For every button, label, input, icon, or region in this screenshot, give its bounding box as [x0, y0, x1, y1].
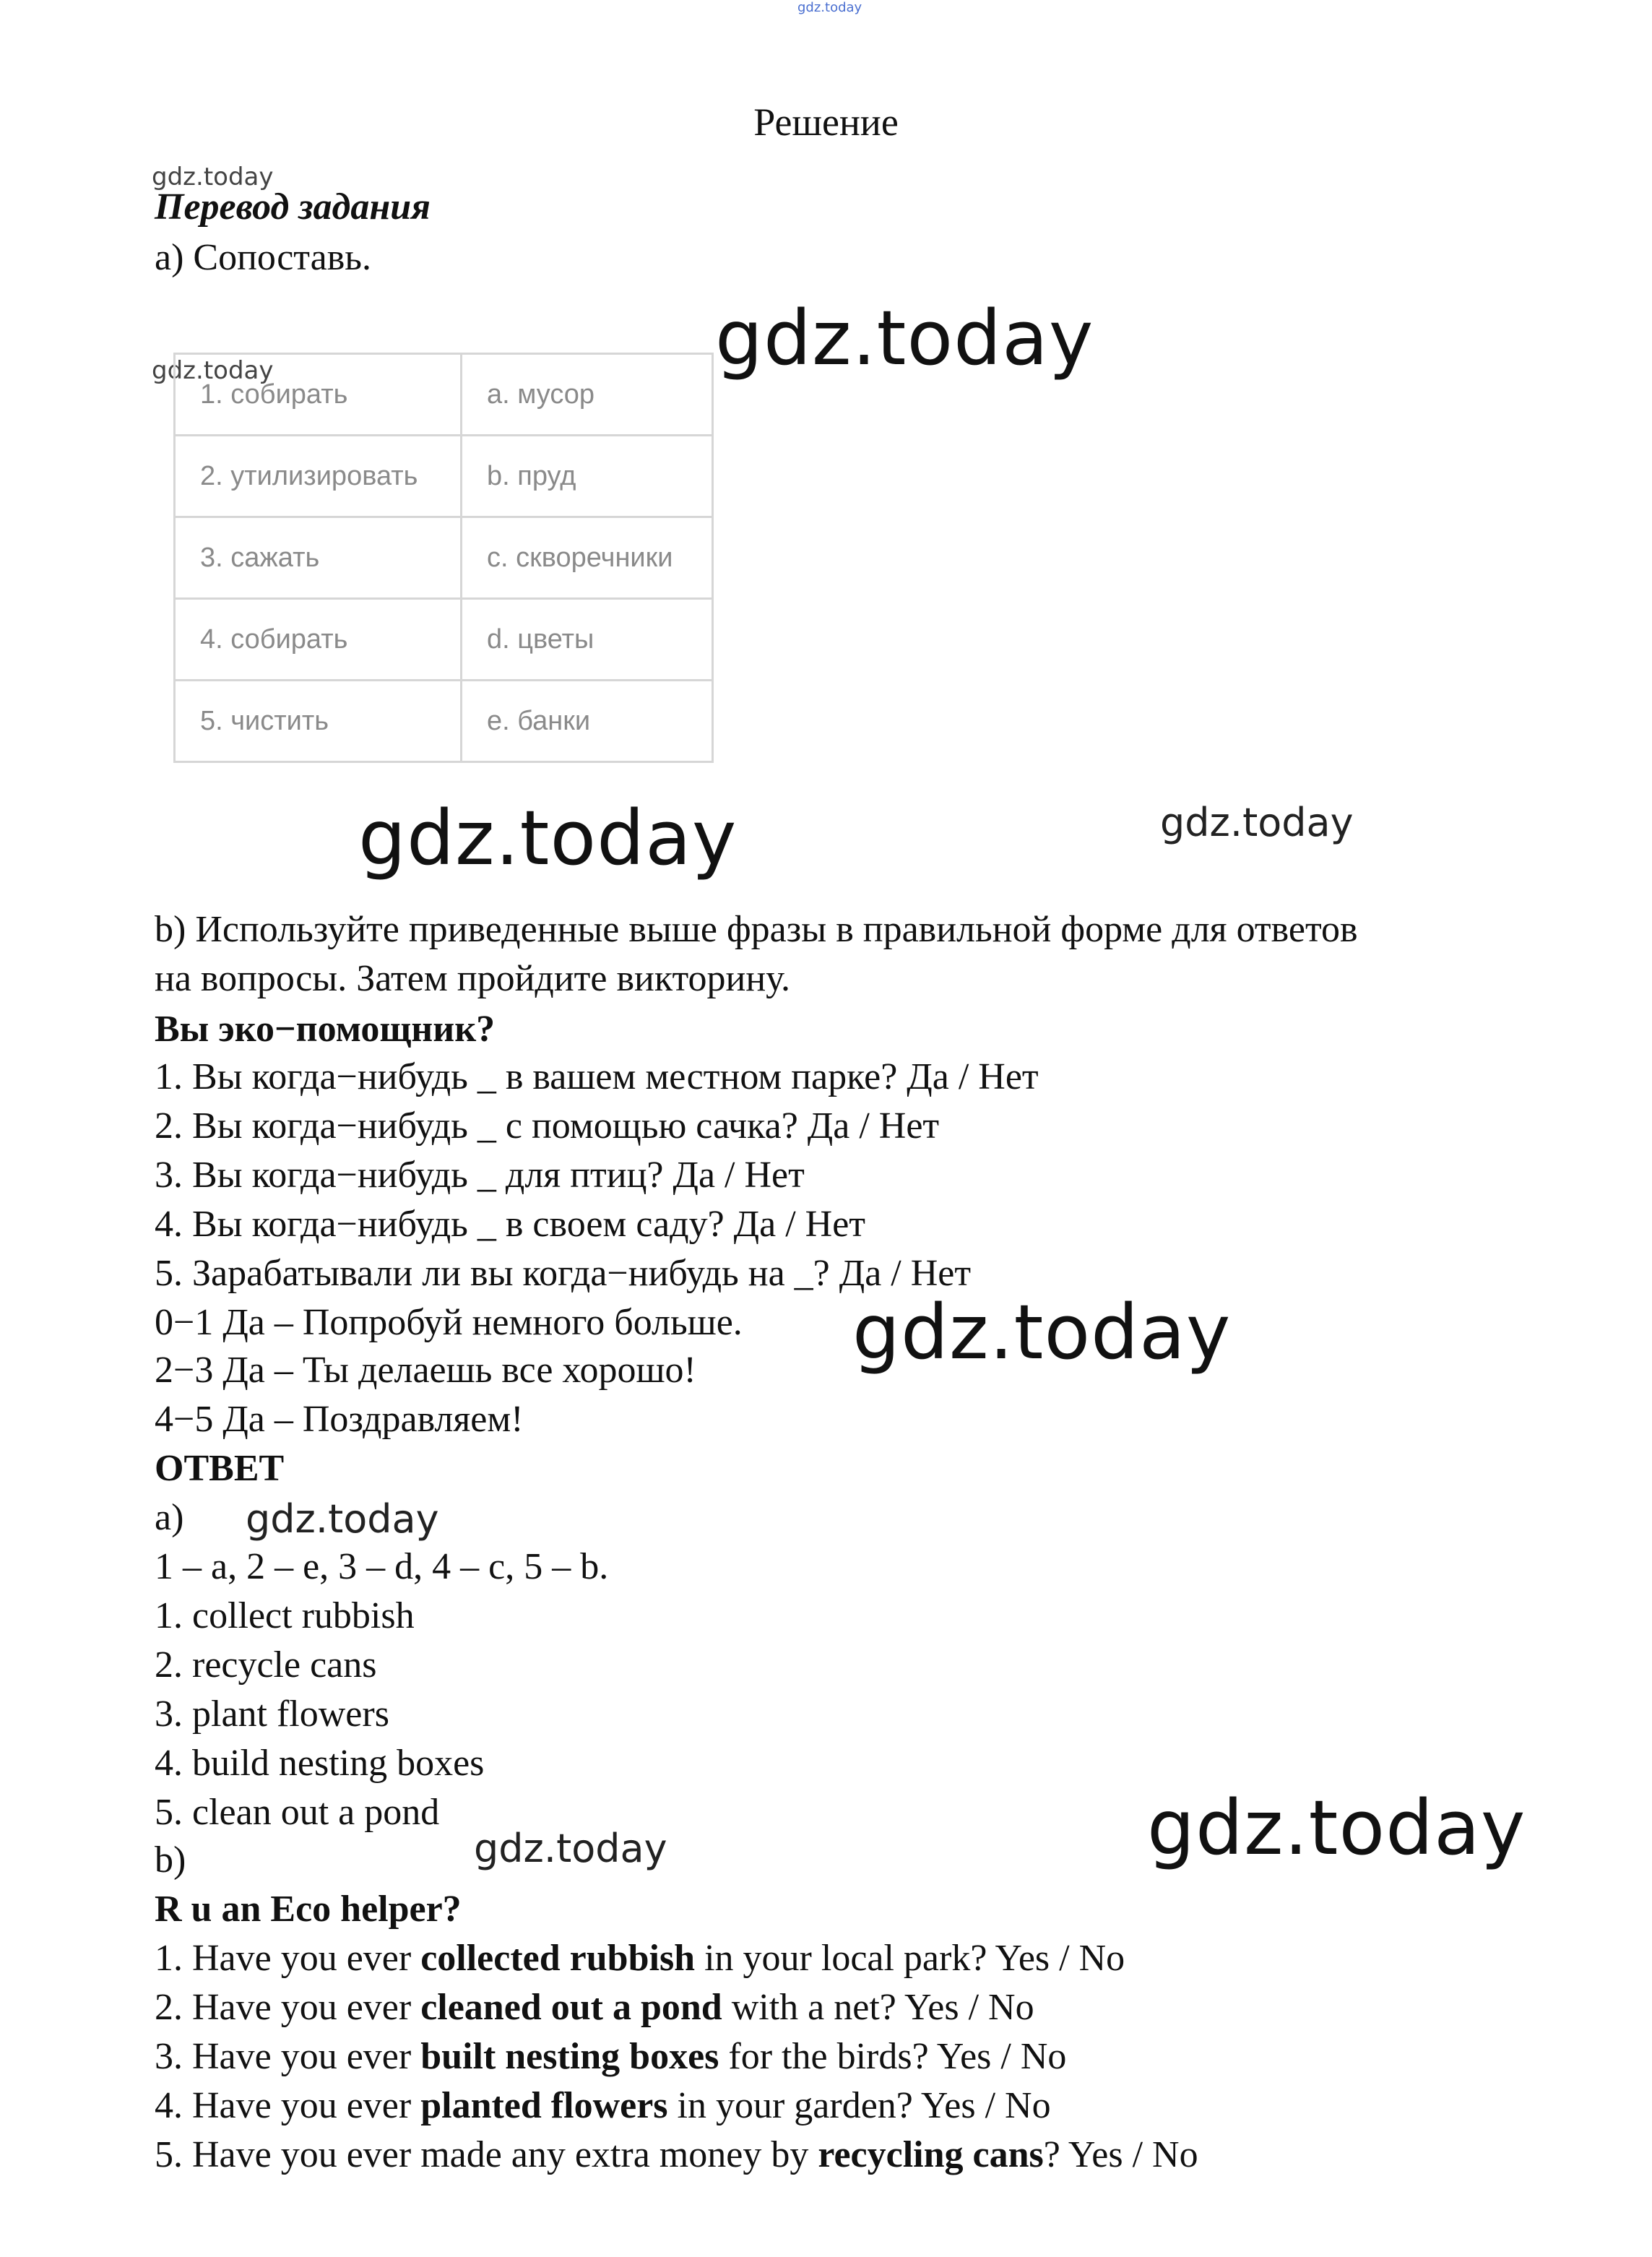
table-cell: 1. собирать: [175, 354, 462, 436]
table-cell: a. мусор: [462, 354, 713, 436]
answer-quiz-pre: 1. Have you ever: [155, 1938, 421, 1979]
table-cell: b. пруд: [462, 436, 713, 517]
task-b-line: b) Используйте приведенные выше фразы в правильной форме для ответов: [155, 909, 1358, 950]
table-cell: 4. собирать: [175, 599, 462, 681]
table-row: [175, 354, 713, 436]
answer-phrase: 3. plant flowers: [155, 1693, 389, 1735]
table-row: [175, 599, 713, 681]
answer-quiz-post: in your local park? Yes / No: [695, 1938, 1125, 1979]
table-cell: 2. утилизировать: [175, 436, 462, 517]
section-heading: Перевод задания: [155, 186, 431, 228]
quiz-question: 3. Вы когда−нибудь _ для птиц? Да / Нет: [155, 1155, 805, 1196]
watermark: gdz.today: [474, 1826, 667, 1871]
answer-quiz-pre: 5. Have you ever made any extra money by: [155, 2134, 818, 2175]
table-row: [175, 681, 713, 762]
table-cell: e. банки: [462, 681, 713, 762]
answer-quiz-pre: 4. Have you ever: [155, 2085, 421, 2126]
watermark: gdz.today: [1160, 800, 1354, 845]
table-row: [175, 436, 713, 517]
answer-phrase: 2. recycle cans: [155, 1644, 377, 1686]
answer-quiz-phrase: built nesting boxes: [420, 2036, 719, 2077]
page-title: Решение: [753, 100, 899, 144]
quiz-question: 1. Вы когда−нибудь _ в вашем местном парке? Да / Нет: [155, 1056, 1039, 1097]
answer-b-label: b): [155, 1839, 186, 1881]
answer-phrase: 5. clean out a pond: [155, 1792, 440, 1833]
answer-heading: ОТВЕТ: [155, 1448, 285, 1489]
task-b-line: на вопросы. Затем пройдите викторину.: [155, 958, 790, 999]
table-cell: d. цветы: [462, 599, 713, 681]
answer-quiz-post: in your garden? Yes / No: [667, 2085, 1051, 2126]
table-row: [175, 517, 713, 599]
quiz-score: 0−1 Да – Попробуй немного больше.: [155, 1302, 743, 1343]
answer-key: 1 – a, 2 – e, 3 – d, 4 – c, 5 – b.: [155, 1546, 609, 1587]
answer-quiz-post: with a net? Yes / No: [722, 1987, 1034, 2028]
quiz-heading: Вы эко−помощник?: [155, 1009, 496, 1050]
answer-quiz-phrase: collected rubbish: [420, 1938, 696, 1979]
table-cell: 3. сажать: [175, 517, 462, 599]
quiz-question: 2. Вы когда−нибудь _ с помощью сачка? Да / Нет: [155, 1105, 940, 1147]
watermark: gdz.today: [246, 1496, 439, 1542]
task-a-text: а) Сопоставь.: [155, 237, 371, 278]
table-cell: c. скворечники: [462, 517, 713, 599]
watermark: gdz.today: [852, 1288, 1232, 1376]
answer-quiz-phrase: recycling cans: [818, 2134, 1044, 2175]
watermark: gdz.today: [797, 0, 862, 15]
answer-quiz-phrase: planted flowers: [420, 2085, 668, 2126]
answer-quiz-phrase: cleaned out a pond: [420, 1987, 722, 2028]
table-cell: 5. чистить: [175, 681, 462, 762]
answer-quiz-post: for the birds? Yes / No: [719, 2036, 1067, 2077]
watermark: gdz.today: [152, 356, 274, 385]
answer-quiz-heading: R u an Eco helper?: [155, 1889, 462, 1930]
answer-phrase: 1. collect rubbish: [155, 1595, 415, 1636]
answer-phrase: 4. build nesting boxes: [155, 1743, 485, 1784]
watermark: gdz.today: [358, 794, 738, 882]
answer-quiz-post: ? Yes / No: [1043, 2134, 1198, 2175]
quiz-score: 2−3 Да – Ты делаешь все хорошо!: [155, 1350, 696, 1391]
answer-quiz-line: [155, 2084, 1051, 2128]
answer-quiz-line: [155, 1936, 1125, 1981]
match-table: [173, 353, 714, 763]
answer-quiz-line: [155, 2034, 1066, 2079]
answer-quiz-line: [155, 2133, 1198, 2178]
quiz-question: 4. Вы когда−нибудь _ в своем саду? Да / Нет: [155, 1204, 866, 1245]
answer-a-label: a): [155, 1497, 184, 1538]
quiz-question: 5. Зарабатывали ли вы когда−нибудь на _? Да / Нет: [155, 1253, 972, 1294]
watermark: gdz.today: [1147, 1784, 1526, 1872]
watermark: gdz.today: [715, 294, 1094, 382]
answer-quiz-line: [155, 1985, 1034, 2030]
quiz-score: 4−5 Да – Поздравляем!: [155, 1399, 524, 1440]
answer-quiz-pre: 2. Have you ever: [155, 1987, 421, 2028]
watermark: gdz.today: [152, 163, 274, 191]
answer-quiz-pre: 3. Have you ever: [155, 2036, 421, 2077]
